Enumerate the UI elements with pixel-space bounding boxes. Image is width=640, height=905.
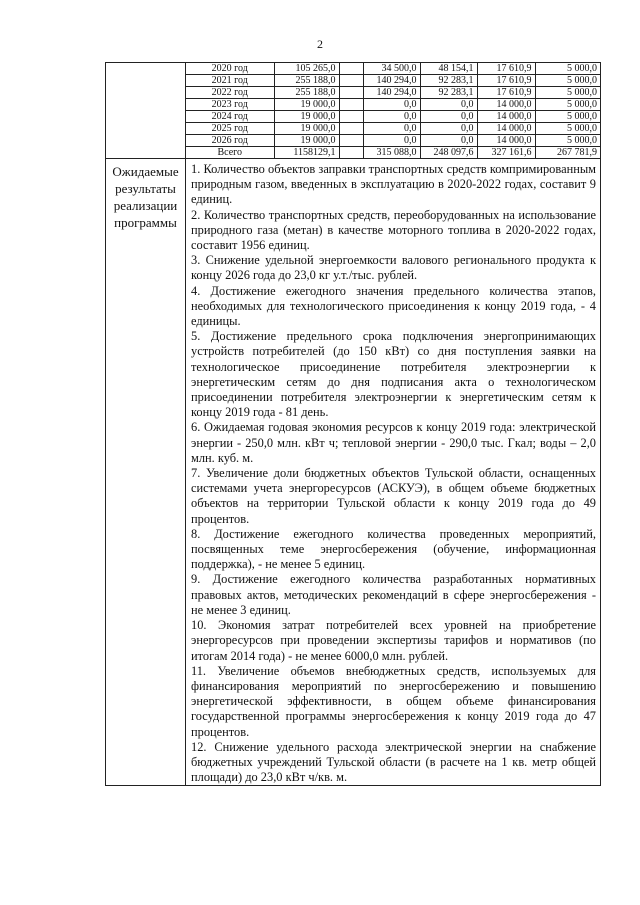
funding-value-cell: 14 000,0 xyxy=(477,123,535,135)
funding-value-cell: 92 283,1 xyxy=(420,87,477,99)
result-item: 12. Снижение удельного расхода электрической энергии на снабжение бюджетных учреждений Тульской области (в расчете на 1 кв. метр общей площади) до 23,0 кВт ч/кв. м. xyxy=(191,739,596,785)
funding-value-cell: 17 610,9 xyxy=(477,63,535,75)
funding-value-cell: 0,0 xyxy=(420,123,477,135)
funding-value-cell xyxy=(339,111,363,123)
funding-value-cell: 5 000,0 xyxy=(535,75,600,87)
funding-table xyxy=(186,63,600,158)
funding-value-cell: 105 265,0 xyxy=(274,63,339,75)
funding-value-cell: 48 154,1 xyxy=(420,63,477,75)
funding-value-cell: 140 294,0 xyxy=(363,75,420,87)
funding-value-cell: 0,0 xyxy=(363,123,420,135)
funding-table-row xyxy=(186,63,600,75)
funding-table-row xyxy=(186,135,600,147)
funding-year-cell: Всего xyxy=(186,147,274,159)
funding-value-cell: 5 000,0 xyxy=(535,111,600,123)
funding-value-cell: 19 000,0 xyxy=(274,123,339,135)
funding-table-row xyxy=(186,123,600,135)
funding-value-cell: 14 000,0 xyxy=(477,135,535,147)
results-row xyxy=(106,159,601,786)
funding-value-cell: 255 188,0 xyxy=(274,75,339,87)
funding-left-cell xyxy=(106,63,186,159)
funding-value-cell: 17 610,9 xyxy=(477,75,535,87)
funding-table-row xyxy=(186,75,600,87)
funding-value-cell: 0,0 xyxy=(363,111,420,123)
funding-value-cell: 17 610,9 xyxy=(477,87,535,99)
result-item: 10. Экономия затрат потребителей всех уровней на приобретение энергоресурсов при проведении экспертизы тарифов и нормативов (по итогам 2014 года) - не менее 6000,0 млн. рублей. xyxy=(191,618,596,663)
results-content-cell xyxy=(186,159,601,786)
funding-value-cell: 327 161,6 xyxy=(477,147,535,159)
funding-value-cell xyxy=(339,135,363,147)
funding-value-cell: 0,0 xyxy=(363,135,420,147)
funding-value-cell xyxy=(339,63,363,75)
funding-year-cell: 2020 год xyxy=(186,63,274,75)
funding-value-cell xyxy=(339,87,363,99)
funding-year-cell: 2023 год xyxy=(186,99,274,111)
funding-value-cell: 255 188,0 xyxy=(274,87,339,99)
result-item: 3. Снижение удельной энергоемкости валового регионального продукта к концу 2026 года до 23,0 кг у.т./тыс. рублей. xyxy=(191,253,596,283)
result-item: 11. Увеличение объемов внебюджетных средств, используемых для финансирования мероприятий по энергосбережению и повышению энергетической эффективности, в общем объеме финансирования государственной программы энергосбережения к концу 2019 года до 47 процентов. xyxy=(191,663,596,739)
funding-value-cell: 0,0 xyxy=(363,99,420,111)
results-label-cell xyxy=(106,159,186,786)
funding-value-cell: 34 500,0 xyxy=(363,63,420,75)
result-item: 8. Достижение ежегодного количества проведенных мероприятий, посвященных теме энергосбережения (обучение, информационная поддержка), - не менее 5 единиц. xyxy=(191,526,596,572)
page-number: 2 xyxy=(317,37,323,51)
funding-value-cell: 19 000,0 xyxy=(274,135,339,147)
result-item: 9. Достижение ежегодного количества разработанных нормативных правовых актов, методических рекомендаций в сфере энергосбережения - не менее 3 единиц. xyxy=(191,572,596,617)
funding-value-cell: 14 000,0 xyxy=(477,111,535,123)
result-item: 5. Достижение предельного срока подключения энергопринимающих устройств потребителей (до 150 кВт) со дня поступления заявки на технологическое присоединение потребителя электроэнергии к энергетическим сетям до дня подписания акта о технологическом присоединении потребителя электроэнергии к энергетическим сетям к концу 2019 года - 81 день. xyxy=(191,329,596,420)
result-item: 7. Увеличение доли бюджетных объектов Тульской области, оснащенных системами учета энергоресурсов (АСКУЭ), в общем объеме бюджетных объектов на территории Тульской области к концу 2019 года до 49 процентов. xyxy=(191,466,596,526)
result-item: 6. Ожидаемая годовая экономия ресурсов к концу 2019 года: электрической энергии - 250,0 млн. кВт ч; тепловой энергии - 290,0 тыс. Гкал; воды – 2,0 млн. куб. м. xyxy=(191,420,596,465)
funding-value-cell xyxy=(339,99,363,111)
funding-year-cell: 2021 год xyxy=(186,75,274,87)
funding-table-row xyxy=(186,99,600,111)
funding-year-cell: 2022 год xyxy=(186,87,274,99)
funding-value-cell: 5 000,0 xyxy=(535,99,600,111)
results-label: Ожидаемые результаты реализации программы xyxy=(112,164,179,230)
funding-value-cell: 0,0 xyxy=(420,135,477,147)
funding-value-cell: 19 000,0 xyxy=(274,111,339,123)
funding-table-row xyxy=(186,87,600,99)
funding-year-cell: 2026 год xyxy=(186,135,274,147)
result-item: 1. Количество объектов заправки транспортных средств компримированным природным газом, введенных в эксплуатацию в 2020-2022 годах, составит 9 единиц. xyxy=(191,162,596,207)
funding-value-cell: 5 000,0 xyxy=(535,123,600,135)
funding-table-row xyxy=(186,147,600,159)
funding-value-cell: 1158129,1 xyxy=(274,147,339,159)
funding-value-cell: 14 000,0 xyxy=(477,99,535,111)
results-list xyxy=(186,159,600,785)
funding-year-cell: 2025 год xyxy=(186,123,274,135)
funding-value-cell: 267 781,9 xyxy=(535,147,600,159)
program-passport-table xyxy=(105,62,601,786)
funding-value-cell: 5 000,0 xyxy=(535,135,600,147)
funding-value-cell xyxy=(339,75,363,87)
funding-value-cell: 19 000,0 xyxy=(274,99,339,111)
funding-row xyxy=(106,63,601,159)
funding-value-cell xyxy=(339,123,363,135)
funding-value-cell: 92 283,1 xyxy=(420,75,477,87)
funding-table-row xyxy=(186,111,600,123)
funding-value-cell: 315 088,0 xyxy=(363,147,420,159)
funding-value-cell xyxy=(339,147,363,159)
funding-value-cell: 248 097,6 xyxy=(420,147,477,159)
funding-value-cell: 140 294,0 xyxy=(363,87,420,99)
result-item: 2. Количество транспортных средств, переоборудованных на использование природного газа (метан) в качестве моторного топлива в 2020-2022 годах, составит 1956 единиц. xyxy=(191,207,596,253)
funding-value-cell: 0,0 xyxy=(420,99,477,111)
funding-year-cell: 2024 год xyxy=(186,111,274,123)
funding-value-cell: 0,0 xyxy=(420,111,477,123)
result-item: 4. Достижение ежегодного значения предельного количества этапов, необходимых для технологического присоединения к концу 2019 года, - 4 единицы. xyxy=(191,283,596,329)
funding-cell xyxy=(186,63,601,159)
funding-value-cell: 5 000,0 xyxy=(535,63,600,75)
funding-value-cell: 5 000,0 xyxy=(535,87,600,99)
